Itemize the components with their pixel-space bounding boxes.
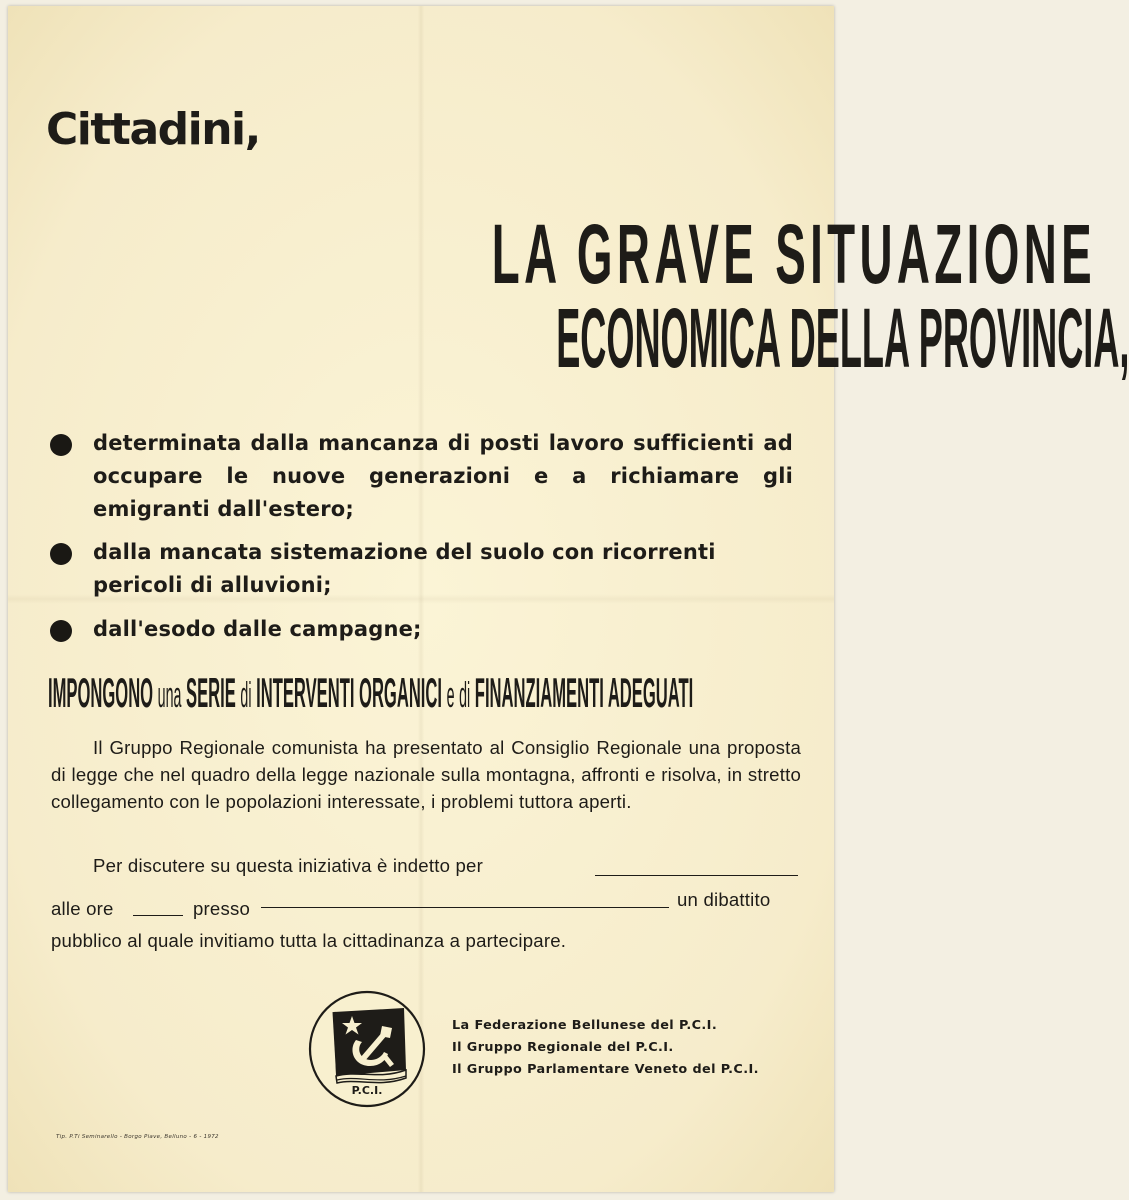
- demand-headline: [48, 669, 694, 716]
- bullet-text-2: dalla mancata sistemazione del suolo con ricorrenti pericoli di alluvioni;: [93, 540, 716, 597]
- headline-line-1: LA GRAVE SITUAZIONE: [491, 207, 1097, 301]
- body-paragraph-text: Il Gruppo Regionale comunista ha presentato al Consiglio Regionale una proposta di legge che nel quadro della legge nazionale sulla montagna, affronti e risolva, in stretto collegamento con le popolazioni interessate, i problemi tuttora aperti.: [51, 737, 801, 812]
- bullet-dot: [50, 543, 72, 565]
- demand-word: INTERVENTI ORGANICI: [256, 669, 442, 716]
- hours-blank-line: [133, 914, 183, 916]
- greeting-heading: Cittadini,: [46, 104, 260, 155]
- demand-word: di: [240, 674, 252, 715]
- body-paragraph: [51, 734, 801, 815]
- demand-word: una: [157, 674, 182, 715]
- logo-label: P.C.I.: [351, 1084, 383, 1097]
- demand-word: e: [446, 674, 455, 715]
- demand-word: IMPONGONO: [48, 669, 154, 716]
- signer-line: Il Gruppo Regionale del P.C.I.: [452, 1040, 674, 1055]
- bullet-text-1: determinata dalla mancanza di posti lavoro sufficienti ad occupare le nuove generazioni e a richiamare gli emigranti dall'estero;: [93, 431, 793, 521]
- printer-imprint: Tip. P.Ti Seminarello - Borgo Piave, Belluno - 6 - 1972: [56, 1134, 219, 1140]
- demand-word: FINANZIAMENTI ADEGUATI: [474, 669, 694, 716]
- invite-line-3: pubblico al quale invitiamo tutta la cittadinanza a partecipare.: [51, 930, 567, 951]
- hammer-sickle-star-flag-icon: [308, 990, 426, 1108]
- bullet-text-3: dall'esodo dalle campagne;: [93, 617, 422, 641]
- date-blank-line: [595, 874, 798, 876]
- demand-word: SERIE: [186, 669, 236, 716]
- place-blank-line: [261, 906, 669, 908]
- bullet-dot: [50, 620, 72, 642]
- invite-hours-label: alle ore: [51, 898, 114, 919]
- bullet-dot: [50, 434, 72, 456]
- demand-word: di: [459, 674, 471, 715]
- signers-block: [452, 1015, 759, 1081]
- signer-line: La Federazione Bellunese del P.C.I.: [452, 1018, 718, 1033]
- invite-place-label: presso: [193, 898, 251, 919]
- headline-line-2: ECONOMICA DELLA PROVINCIA,: [556, 291, 1129, 385]
- pci-logo: [308, 990, 426, 1108]
- signer-line: Il Gruppo Parlamentare Veneto del P.C.I.: [452, 1062, 759, 1077]
- invite-debate-label: un dibattito: [677, 889, 771, 910]
- invite-line-1: Per discutere su questa iniziativa è indetto per: [93, 855, 483, 876]
